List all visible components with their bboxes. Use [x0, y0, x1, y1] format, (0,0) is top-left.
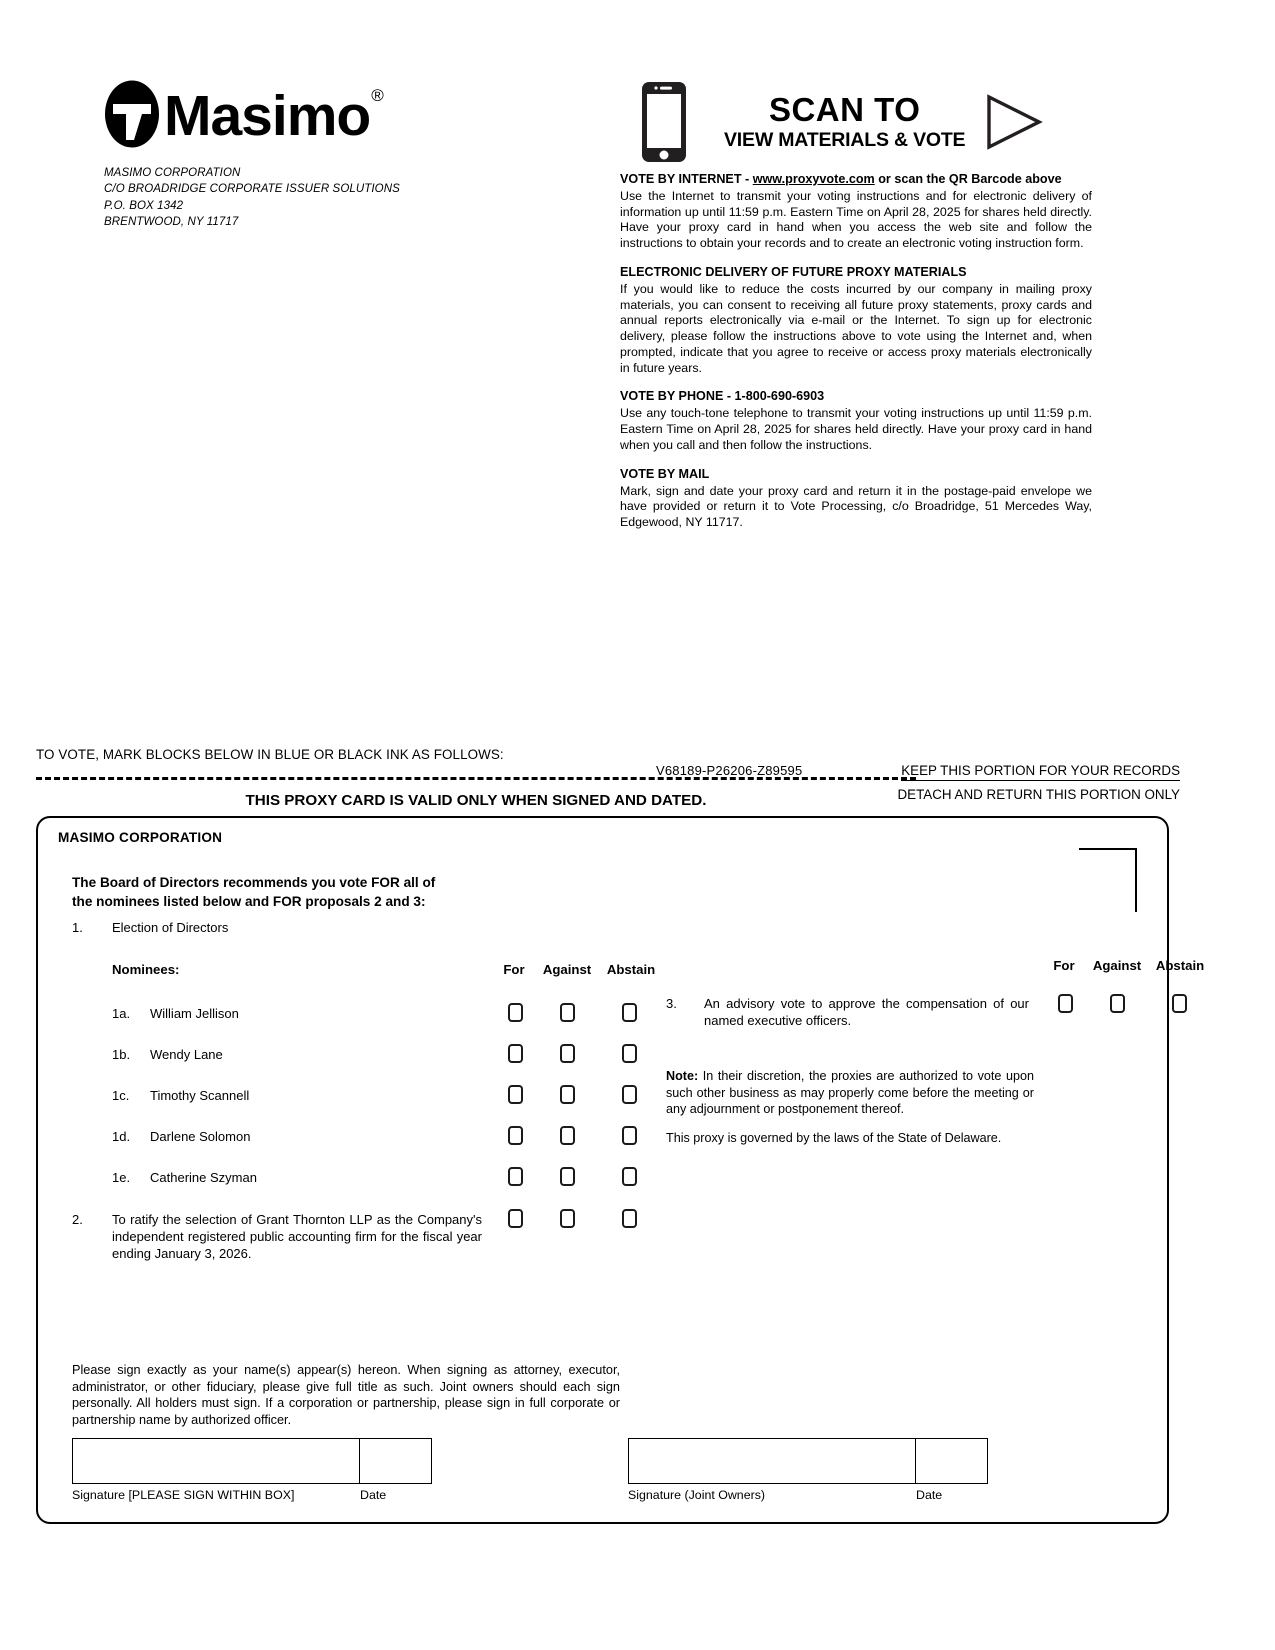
column-header-abstain-right: Abstain: [1155, 958, 1205, 973]
registered-trademark-symbol: ®: [371, 85, 383, 105]
checkbox-1c-for[interactable]: [508, 1085, 523, 1104]
column-header-for-right: For: [1053, 958, 1075, 973]
proxy-card: [36, 816, 1205, 1524]
detach-portion-label: DETACH AND RETURN THIS PORTION ONLY: [897, 787, 1180, 802]
scan-to-vote-banner: [640, 80, 1045, 164]
checkbox-1a-for[interactable]: [508, 1003, 523, 1022]
nominee-name: William Jellison: [150, 1005, 239, 1021]
signature-labels-primary: [72, 1488, 432, 1502]
nominee-ref: 1c.: [112, 1087, 130, 1103]
vote-by-internet-block: [620, 172, 1092, 252]
board-recommendation-line-1: The Board of Directors recommends you vote FOR all of: [72, 875, 436, 890]
signature-group-joint: [628, 1438, 988, 1484]
column-header-against-right: Against: [1092, 958, 1142, 973]
vote-by-internet-heading: [620, 172, 1092, 188]
vote-options-1c: [494, 1085, 660, 1104]
proposals-right-column: [628, 958, 1205, 1145]
nominee-row: [72, 1082, 642, 1123]
proposal-2-number: 2.: [72, 1211, 83, 1227]
checkbox-1c-abstain[interactable]: [622, 1085, 637, 1104]
signature-instructions: Please sign exactly as your name(s) appear(s) hereon. When signing as attorney, executor, administrator, or other fiduciary, please give full title as such. Joint owners should each sign personally. All holders must sign. If a corporation or partnership, please sign in full corporate or partnership name by authorized officer.: [72, 1363, 620, 1427]
detach-dashed-line: [36, 777, 916, 780]
checkbox-proposal-2-abstain[interactable]: [622, 1209, 637, 1228]
vote-by-phone-heading: VOTE BY PHONE - 1-800-690-6903: [620, 389, 825, 404]
column-header-for: For: [503, 961, 525, 977]
electronic-delivery-heading: ELECTRONIC DELIVERY OF FUTURE PROXY MATERIALS: [620, 264, 967, 279]
control-number: V68189-P26206-Z89595: [656, 763, 803, 778]
proposal-2-row: [72, 1212, 642, 1282]
play-triangle-icon: [983, 91, 1045, 153]
checkbox-proposal-3-abstain[interactable]: [1172, 994, 1187, 1013]
validity-statement: THIS PROXY CARD IS VALID ONLY WHEN SIGNED AND DATED.: [245, 792, 707, 809]
checkbox-1d-abstain[interactable]: [622, 1126, 637, 1145]
vote-by-mail-block: [620, 467, 1092, 531]
nominee-row: [72, 1041, 642, 1082]
checkbox-1b-against[interactable]: [560, 1044, 575, 1063]
masimo-logo: [104, 78, 564, 150]
proposal-2-text: To ratify the selection of Grant Thornton LLP as the Company's independent registered public accounting firm for the fiscal year ending January 3, 2026.: [112, 1211, 482, 1261]
nominee-row: [72, 1000, 642, 1041]
nominees-label: Nominees:: [112, 961, 180, 977]
proxyvote-url-link[interactable]: www.proxyvote.com: [752, 172, 875, 186]
date-field-primary[interactable]: [360, 1438, 432, 1484]
nominee-row: [72, 1164, 642, 1205]
keep-portion-label: KEEP THIS PORTION FOR YOUR RECORDS: [901, 763, 1180, 781]
proposal-3-row: [628, 996, 1158, 1052]
signature-group-primary: [72, 1438, 432, 1484]
vote-by-internet-heading-prefix: VOTE BY INTERNET -: [620, 172, 753, 186]
company-identity-block: [104, 78, 564, 230]
vote-by-mail-heading: VOTE BY MAIL: [620, 466, 710, 481]
signature-labels-joint: [628, 1488, 988, 1502]
scan-to-subhead: VIEW MATERIALS & VOTE: [724, 128, 966, 151]
electronic-delivery-block: [620, 265, 1092, 376]
checkbox-1e-for[interactable]: [508, 1167, 523, 1186]
vote-options-proposal-3: [1044, 994, 1210, 1013]
nominee-name: Timothy Scannell: [150, 1087, 250, 1103]
nominee-ref: 1d.: [112, 1128, 131, 1144]
vote-options-1e: [494, 1167, 660, 1186]
checkbox-proposal-3-against[interactable]: [1110, 994, 1125, 1013]
checkbox-1d-against[interactable]: [560, 1126, 575, 1145]
board-recommendation-line-2: the nominees listed below and FOR proposals 2 and 3:: [72, 893, 426, 909]
discretionary-note: [666, 1068, 1034, 1118]
board-recommendation: [72, 874, 435, 912]
masimo-logo-mark-icon: [104, 80, 160, 148]
vote-by-phone-block: [620, 389, 1092, 453]
proposals-left-column: [72, 920, 656, 1282]
mobile-phone-icon: [640, 80, 688, 164]
scan-to-headline: SCAN TO: [768, 90, 921, 128]
vote-by-phone-body: Use any touch-tone telephone to transmit your voting instructions up until 11:59 p.m. Eastern Time on April 28, 2025 for shares held directly. Have your proxy card in hand when you call and then follow the instructions.: [620, 406, 1092, 452]
vote-options-1d: [494, 1126, 660, 1145]
proposal-1-title: Election of Directors: [112, 920, 229, 935]
nominee-ref: 1b.: [112, 1046, 131, 1062]
checkbox-proposal-2-for[interactable]: [508, 1209, 523, 1228]
logo-wordmark: [164, 83, 383, 148]
right-column-header-row: [628, 958, 1205, 980]
note-label: Note:: [666, 1069, 699, 1083]
nominees-header-row: [72, 961, 656, 984]
address-line: BRENTWOOD, NY 11717: [104, 215, 239, 228]
column-header-against: Against: [542, 961, 592, 977]
checkbox-1b-for[interactable]: [508, 1044, 523, 1063]
nominee-ref: 1a.: [112, 1005, 131, 1021]
voting-instructions: [620, 172, 1092, 531]
signature-label-joint: Signature (Joint Owners): [628, 1488, 766, 1502]
corner-alignment-mark: [1079, 848, 1137, 912]
address-line: P.O. BOX 1342: [104, 199, 184, 212]
checkbox-1e-abstain[interactable]: [622, 1167, 637, 1186]
logo-wordmark-text: Masimo: [164, 83, 371, 148]
signature-label-primary: Signature [PLEASE SIGN WITHIN BOX]: [72, 1488, 295, 1502]
vote-by-internet-body: Use the Internet to transmit your voting instructions and for electronic delivery of information up until 11:59 p.m. Eastern Time on April 28, 2025 for shares held directly. Have your proxy card in hand when you access the web site and follow the instructions to obtain your records and to create an electronic voting instruction form.: [620, 188, 1092, 251]
nominee-row: [72, 1123, 642, 1164]
nominee-ref: 1e.: [112, 1169, 131, 1185]
electronic-delivery-body: If you would like to reduce the costs incurred by our company in mailing proxy materials, you can consent to receiving all future proxy statements, proxy cards and annual reports electronically via e-mail or the Internet. To sign up for electronic delivery, please follow the instructions above to vote using the Internet and, when prompted, indicate that you agree to receive or access proxy materials electronically in future years.: [620, 281, 1092, 375]
signature-field-primary[interactable]: [72, 1438, 360, 1484]
scan-to-vote-text: [724, 90, 966, 151]
address-line: MASIMO CORPORATION: [104, 167, 241, 179]
proposal-1-heading: [72, 920, 642, 937]
address-line: C/O BROADRIDGE CORPORATE ISSUER SOLUTIONS: [104, 183, 400, 196]
nominee-name: Wendy Lane: [150, 1046, 223, 1062]
date-label-joint: Date: [916, 1488, 943, 1502]
checkbox-proposal-2-against[interactable]: [560, 1209, 575, 1228]
checkbox-1e-against[interactable]: [560, 1167, 575, 1186]
date-label-primary: Date: [360, 1488, 387, 1502]
date-field-joint[interactable]: [916, 1438, 988, 1484]
vote-by-internet-heading-suffix: or scan the QR Barcode above: [874, 172, 1062, 186]
proposal-1-number: 1.: [72, 920, 83, 935]
proxy-card-title: MASIMO CORPORATION: [58, 830, 223, 845]
governing-law-statement: This proxy is governed by the laws of the State of Delaware.: [666, 1131, 1002, 1145]
signature-field-joint[interactable]: [628, 1438, 916, 1484]
vote-options-proposal-2: [494, 1209, 660, 1228]
checkbox-1a-against[interactable]: [560, 1003, 575, 1022]
mailing-address: [104, 165, 564, 230]
mark-blocks-instruction: TO VOTE, MARK BLOCKS BELOW IN BLUE OR BLACK INK AS FOLLOWS:: [36, 747, 504, 762]
checkbox-1d-for[interactable]: [508, 1126, 523, 1145]
column-header-abstain: Abstain: [606, 961, 656, 977]
nominee-name: Darlene Solomon: [150, 1128, 251, 1144]
vote-by-mail-body: Mark, sign and date your proxy card and return it in the postage-paid envelope we have provided or return it to Vote Processing, c/o Broadridge, 51 Mercedes Way, Edgewood, NY 11717.: [620, 483, 1092, 530]
proposal-3-text: An advisory vote to approve the compensation of our named executive officers.: [704, 996, 1029, 1028]
note-text: In their discretion, the proxies are authorized to vote upon such other business as may properly come before the meeting or any adjournment or postponement thereof.: [666, 1069, 1034, 1117]
nominee-name: Catherine Szyman: [150, 1169, 257, 1185]
checkbox-1c-against[interactable]: [560, 1085, 575, 1104]
checkbox-proposal-3-for[interactable]: [1058, 994, 1073, 1013]
proposal-3-number: 3.: [666, 996, 677, 1011]
